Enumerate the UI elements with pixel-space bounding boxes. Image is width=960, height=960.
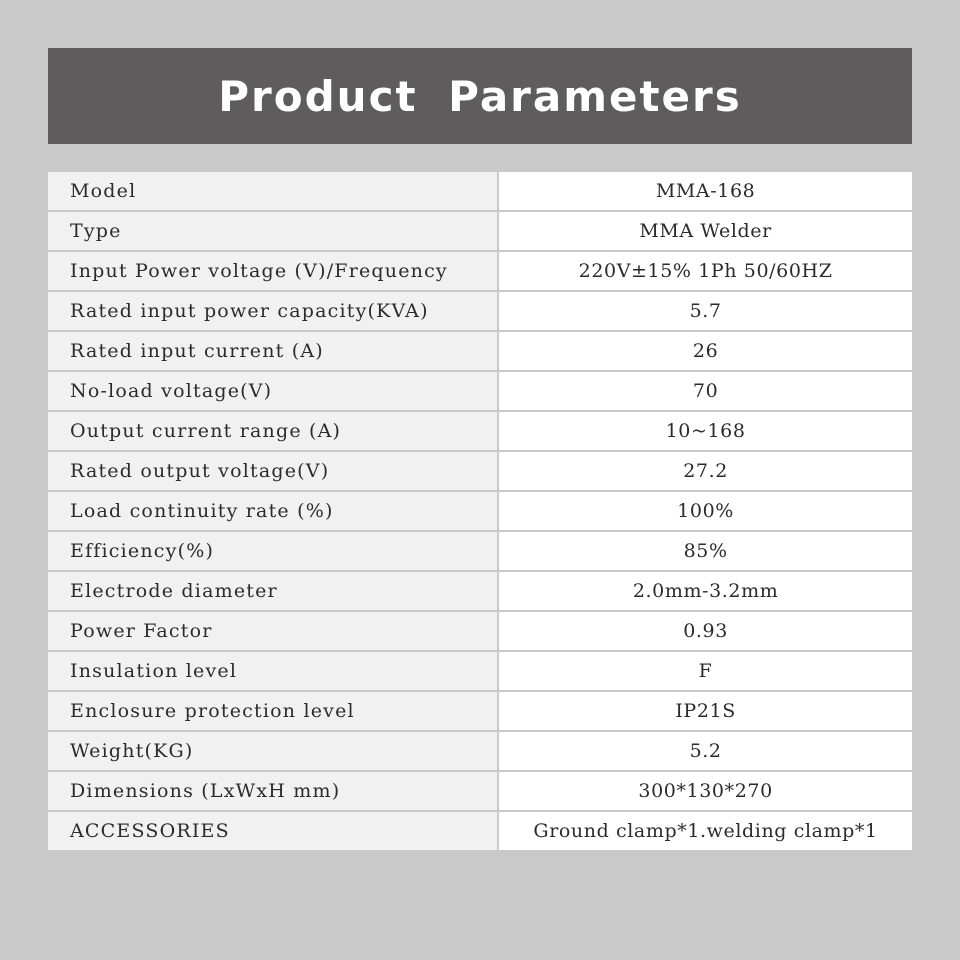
- spec-label: Output current range (A): [47, 411, 498, 451]
- table-row: [47, 531, 913, 571]
- spec-value: MMA-168: [498, 171, 913, 211]
- spec-value: 10~168: [498, 411, 913, 451]
- table-row: [47, 571, 913, 611]
- spec-value: IP21S: [498, 691, 913, 731]
- table-row: [47, 771, 913, 811]
- spec-value: 220V±15% 1Ph 50/60HZ: [498, 251, 913, 291]
- table-row: [47, 291, 913, 331]
- table-row: [47, 491, 913, 531]
- spec-label: Rated output voltage(V): [47, 451, 498, 491]
- spec-value: 5.7: [498, 291, 913, 331]
- spec-label: Rated input power capacity(KVA): [47, 291, 498, 331]
- spec-label: Power Factor: [47, 611, 498, 651]
- spec-label: ACCESSORIES: [47, 811, 498, 851]
- spec-value: 26: [498, 331, 913, 371]
- table-row: [47, 411, 913, 451]
- spec-label: Rated input current (A): [47, 331, 498, 371]
- spec-value: 85%: [498, 531, 913, 571]
- table-row: [47, 691, 913, 731]
- spec-value: 100%: [498, 491, 913, 531]
- spec-label: Input Power voltage (V)/Frequency: [47, 251, 498, 291]
- spec-value: 300*130*270: [498, 771, 913, 811]
- spec-value: F: [498, 651, 913, 691]
- spec-label: Dimensions (LxWxH mm): [47, 771, 498, 811]
- table-row: [47, 731, 913, 771]
- table-row: [47, 331, 913, 371]
- spec-value: 0.93: [498, 611, 913, 651]
- table-row: [47, 811, 913, 851]
- spec-label: Insulation level: [47, 651, 498, 691]
- title-banner: [48, 48, 912, 144]
- table-row: [47, 611, 913, 651]
- spec-label: Load continuity rate (%): [47, 491, 498, 531]
- spec-label: Weight(KG): [47, 731, 498, 771]
- spec-value: Ground clamp*1.welding clamp*1: [498, 811, 913, 851]
- spec-table: [46, 170, 914, 852]
- spec-value: 5.2: [498, 731, 913, 771]
- spec-value: 70: [498, 371, 913, 411]
- spec-value: 27.2: [498, 451, 913, 491]
- page-title: Product Parameters: [218, 71, 742, 121]
- spec-label: Model: [47, 171, 498, 211]
- table-row: [47, 251, 913, 291]
- spec-label: Enclosure protection level: [47, 691, 498, 731]
- table-row: [47, 171, 913, 211]
- table-row: [47, 651, 913, 691]
- spec-label: No-load voltage(V): [47, 371, 498, 411]
- spec-label: Electrode diameter: [47, 571, 498, 611]
- spec-value: 2.0mm-3.2mm: [498, 571, 913, 611]
- spec-value: MMA Welder: [498, 211, 913, 251]
- table-row: [47, 211, 913, 251]
- table-row: [47, 371, 913, 411]
- table-row: [47, 451, 913, 491]
- spec-label: Type: [47, 211, 498, 251]
- spec-label: Efficiency(%): [47, 531, 498, 571]
